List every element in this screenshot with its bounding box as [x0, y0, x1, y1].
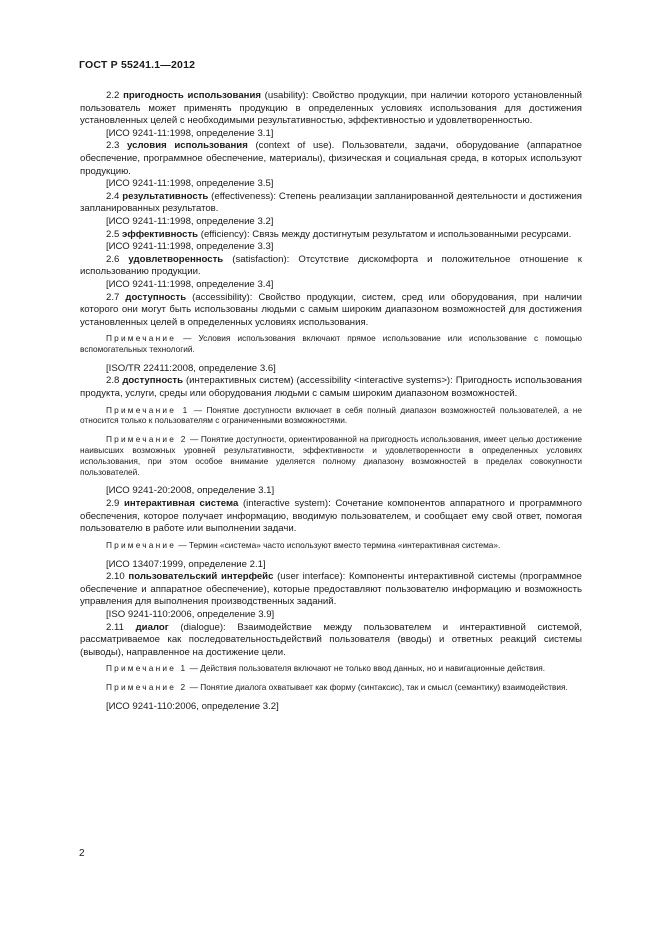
note: Примечание — Условия использования включают прямое использование или использование с помощью вспомогательных технологий.	[80, 333, 582, 355]
note-2: Примечание 2 — Понятие доступности, ориентированной на пригодность использования, имеет целью достижение наивысших возможных уровней результативности, эффективности и удовлетворенности в определенных условиях использования, при этом особое внимание уделяется полному диапазону возможностей в пределах совокупности пользователей.	[80, 434, 582, 477]
entry-2-4: 2.4 результативность (effectiveness): Степень реализации запланированной деятельности и достижения запланированных результатов.	[80, 190, 582, 215]
reference: [ИСО 9241-11:1998, определение 3.2]	[106, 215, 274, 227]
reference: [ИСО 9241-11:1998, определение 3.4]	[106, 278, 274, 290]
reference: [ИСО 9241-20:2008, определение 3.1]	[106, 485, 275, 497]
reference: [ИСО 9241-11:1998, определение 3.1]	[106, 127, 274, 139]
entry-2-3: 2.3 условия использования (context of use). Пользователи, задачи, оборудование (аппаратное обеспечение, программное обеспечение, материалы), физическая и социальная среда, в которых используют продукцию.	[80, 140, 582, 177]
entry-2-11: 2.11 диалог (dialogue): Взаимодействие между пользователем и интерактивной системой, рассматриваемое как последовательностьдействий пользователя (вводы) и ответных реакций системы (выводы), направленное на достижение цели.	[80, 621, 582, 658]
reference: [ISO/TR 22411:2008, определение 3.6]	[106, 362, 276, 374]
note: Примечание — Термин «система» часто используют вместо термина «интерактивная система».	[106, 539, 501, 550]
entry-2-9: 2.9 интерактивная система (interactive system): Сочетание компонентов аппаратного и программного обеспечения, которое получает информацию, вводимую пользователем, и сообщает ему свой ответ, помогая пользователю в работе или выполнении задачи.	[80, 498, 582, 535]
reference: [ИСО 9241-110:2006, определение 3.2]	[106, 700, 279, 712]
entry-2-5: 2.5 эффективность (efficiency): Связь между достигнутым результатом и использованными ресурсами.	[106, 228, 572, 240]
note-1: Примечание 1 — Действия пользователя включают не только ввод данных, но и навигационные действия.	[106, 663, 546, 674]
document-header: ГОСТ Р 55241.1—2012	[79, 59, 196, 71]
reference: [ИСО 9241-11:1998, определение 3.5]	[106, 178, 274, 190]
entry-2-6: 2.6 удовлетворенность (satisfaction): Отсутствие дискомфорта и положительное отношение к использованию продукции.	[80, 253, 582, 278]
reference: [ISO 9241-110:2006, определение 3.9]	[106, 608, 275, 620]
note-2: Примечание 2 — Понятие диалога охватывает как форму (синтаксис), так и смысл (семантику) взаимодействия.	[106, 682, 568, 693]
note-1: Примечание 1 — Понятие доступности включает в себя полный диапазон возможностей пользователей, а не относится только к пользователям с ограниченными возможностями.	[80, 404, 582, 426]
entry-2-7: 2.7 доступность (accessibility): Свойство продукции, систем, сред или оборудования, при наличии которого они могут быть использованы людьми с самым широким диапазоном возможностей для достижения установленных целей в определенных условиях использования.	[80, 291, 582, 328]
page-number: 2	[79, 848, 85, 859]
reference: [ИСО 9241-11:1998, определение 3.3]	[106, 241, 274, 253]
document-body	[80, 90, 582, 714]
entry-2-8: 2.8 доступность (интерактивных систем) (accessibility <interactive systems>): Пригодность использования продукта, услуги, среды или оборудования людьми с самым широким диапазоном возможностей.	[80, 375, 582, 400]
reference: [ИСО 13407:1999, определение 2.1]	[106, 558, 266, 570]
entry-2-2: 2.2 пригодность использования (usability): Свойство продукции, при наличии которого установленный пользователь может применять продукцию в определенных условиях использования для достижения установленных целей с необходимыми результативностью, эффективностью и удовлетворенностью.	[80, 90, 582, 127]
entry-2-10: 2.10 пользовательский интерфейс (user interface): Компоненты интерактивной системы (программное обеспечение и аппаратное обеспечение), которые предоставляют пользователю информацию и возможность управления для выполнения производственных заданий.	[80, 571, 582, 608]
